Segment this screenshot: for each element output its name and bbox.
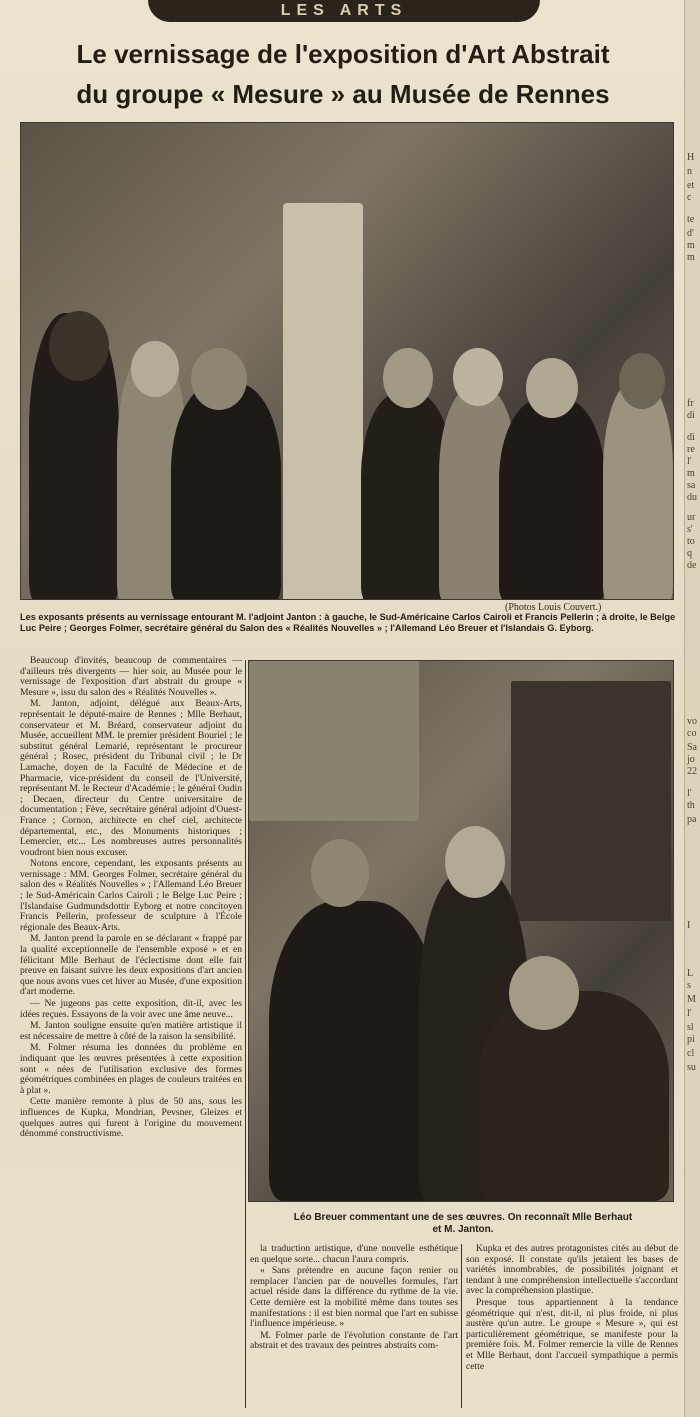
margin-fragment: m xyxy=(687,240,695,251)
margin-fragment: d' xyxy=(687,228,694,239)
article-paragraph: M. Janton, adjoint, délégué aux Beaux-Arts, représentait le député-maire de Rennes ; Mlle Berhaut, conservateur et M. Bréard, conservateur adjoint du Musée, accueillent MM. le premier président Bouriel ; le substitut général Lemarié, représentant le procureur général ; Rosec, président du Tribunal civil ; le Dr Lamache, doyen de la Faculté de Médecine et de Pharmacie, vice-président du conseil de l'Université, représentant M. le Recteur d'Académie ; le général Oudin ; Decaen, directeur du Centre universitaire de documentation ; Fève, secrétaire général adjoint d'Ouest-France ; Cornon, architecte en chef ciel, architecte départemental, etc., des Monuments historiques ; Lemercier, etc... Les nombreuses autres personnalités voudront bien nous excuser. xyxy=(20,698,242,858)
margin-fragment: su xyxy=(687,1062,696,1073)
margin-fragment: 22 xyxy=(687,766,697,777)
article-headline xyxy=(20,34,666,114)
figure-shape xyxy=(171,383,281,600)
group-photo xyxy=(20,122,674,600)
article-column-3 xyxy=(466,1244,678,1373)
head-shape xyxy=(131,341,179,397)
margin-fragment: s' xyxy=(687,524,693,535)
margin-fragment: n xyxy=(687,166,692,177)
margin-fragment: pi xyxy=(687,1034,695,1045)
photo2-caption xyxy=(248,1212,678,1236)
column-rule xyxy=(245,660,246,1408)
head-shape xyxy=(526,358,578,418)
margin-fragment: pa xyxy=(687,814,697,825)
margin-fragment: te xyxy=(687,214,695,225)
section-header-tab: LES ARTS xyxy=(148,0,540,22)
margin-fragment: th xyxy=(687,800,695,811)
margin-fragment: sl xyxy=(687,1022,694,1033)
adjacent-column-strip xyxy=(684,0,700,1417)
margin-fragment: ur xyxy=(687,512,696,523)
figure-shape xyxy=(479,991,669,1201)
photo2-caption-line-2: et M. Janton. xyxy=(432,1224,494,1235)
photo1-caption: Les exposants présents au vernissage entourant M. l'adjoint Janton : à gauche, le Sud-Américaine Carlos Cairoli et Francis Pellerin ; à droite, le Belge Luc Peire ; Georges Folmer, secrétaire général du Salon des « Réalités Nouvelles » ; l'Allemand Léo Breuer et l'Islandais G. Eyborg. xyxy=(20,612,676,633)
margin-fragment: m xyxy=(687,252,695,263)
figure-shape xyxy=(511,681,671,921)
headline-line-1: Le vernissage de l'exposition d'Art Abstrait xyxy=(76,39,610,69)
margin-fragment: M xyxy=(687,994,696,1005)
breuer-photo xyxy=(248,660,674,1202)
head-shape xyxy=(191,348,247,410)
margin-fragment: di xyxy=(687,410,695,421)
article-paragraph: Kupka et des autres protagonistes cités au début de son exposé. Il constate qu'ils jetaient les bases de variétés innombrables, de possibilités joignant et tendant à une compréhension intellectuelle s'accordant avec la compréhension plastique. xyxy=(466,1243,678,1297)
margin-fragment: cl xyxy=(687,1048,695,1059)
head-shape xyxy=(453,348,503,406)
head-shape xyxy=(445,826,505,898)
headline-line-2: du groupe « Mesure » au Musée de Rennes xyxy=(76,79,610,109)
head-shape xyxy=(311,839,369,907)
margin-fragment: H xyxy=(687,152,695,163)
figure-shape xyxy=(249,661,419,821)
margin-fragment: di xyxy=(687,432,695,443)
article-column-1 xyxy=(20,656,242,1141)
margin-fragment: l' xyxy=(687,1008,692,1019)
head-shape xyxy=(383,348,433,408)
margin-fragment: l' xyxy=(687,456,692,467)
margin-fragment: L xyxy=(687,968,694,979)
figure-shape xyxy=(603,383,673,600)
article-paragraph: la traduction artistique, d'une nouvelle esthétique en quelque sorte... chacun l'aura compris. xyxy=(250,1243,458,1265)
figure-shape xyxy=(283,203,363,600)
photo2-caption-line-1: Léo Breuer commentant une de ses œuvres. On reconnaît Mlle Berhaut xyxy=(293,1212,633,1223)
margin-fragment: m xyxy=(687,468,695,479)
article-paragraph: — Ne jugeons pas cette exposition, dit-il, avec les idées reçues. Essayons de la voir avec une âme neuve... xyxy=(20,998,242,1020)
article-paragraph: Notons encore, cependant, les exposants présents au vernissage : MM. Georges Folmer, secrétaire général du salon des « Réalités Nouvelles » ; l'Allemand Léo Breuer ; le Sud-Américain Carlos Cairoli ; le Belge Luc Peire ; l'Islandaise Gudmundsdottir Eyborg et notre concitoyen Francis Pellerin, professeur de sculpture à l'École régionale des Beaux-Arts. xyxy=(20,858,242,933)
margin-fragment: l' xyxy=(687,788,692,799)
figure-shape xyxy=(499,398,605,600)
article-paragraph: M. Janton souligne ensuite qu'en matière artistique il est nécessaire de mettre à côté de la raison la sensibilité. xyxy=(20,1020,242,1042)
margin-fragment: sa xyxy=(687,480,696,491)
article-paragraph: Beaucoup d'invités, beaucoup de commentaires — d'ailleurs très divergents — hier soir, au Musée pour le vernissage de l'exposition d'art abstrait du groupe « Mesure », issu du salon des « Réalités Nouvelles ». xyxy=(20,655,242,698)
article-paragraph: M. Janton prend la parole en se déclarant « frappé par la qualité exceptionnelle de l'ensemble exposé » et en félicitant Mlle Berhaut de l'éclectisme dont elle fait preuve en faisant suivre les deux expositions d'art ancien que nous avons vues cet hiver au Musée, d'une exposition d'art moderne. xyxy=(20,933,242,998)
margin-fragment: to xyxy=(687,536,695,547)
article-paragraph: Cette manière remonte à plus de 50 ans, sous les influences de Kupka, Mondrian, Pevsner, Gleizes et quelques autres qui furent à l'origine du mouvement dénommé constructivisme. xyxy=(20,1096,242,1140)
article-paragraph: M. Folmer parle de l'évolution constante de l'art abstrait et des travaux des peintres abstraits com- xyxy=(250,1329,458,1352)
margin-fragment: s xyxy=(687,980,691,991)
margin-fragment: re xyxy=(687,444,695,455)
head-shape xyxy=(509,956,579,1030)
column-rule xyxy=(461,1244,462,1408)
margin-fragment: jo xyxy=(687,754,695,765)
margin-fragment: q xyxy=(687,548,692,559)
article-paragraph: M. Folmer résuma les données du problème en indiquant que les œuvres présentées à cette exposition sont « nées de l'utilisation exclusive des formes géométriques combinées en plages de couleurs traitées en à plat ». xyxy=(20,1042,242,1096)
margin-fragment: et xyxy=(687,180,695,191)
margin-fragment: vo xyxy=(687,716,697,727)
margin-fragment: I xyxy=(687,920,691,931)
margin-fragment: Sa xyxy=(687,742,697,753)
margin-fragment: fr xyxy=(687,398,694,409)
margin-fragment: co xyxy=(687,728,697,739)
margin-fragment: du xyxy=(687,492,697,503)
article-paragraph: Presque tous appartiennent à la tendance géométrique qui n'est, dit-il, ni plus froide, ni plus austère qu'un autre. Le groupe « Mesure », qui est particulièrement géométrique, se manifeste pour la première fois. M. Folmer remercie la ville de Rennes et Mlle Berhaut, dont l'accueil sympathique a permis cette xyxy=(466,1296,678,1372)
article-paragraph: « Sans prétendre en aucune façon renier ou remplacer l'ancien par de nouvelles formules, l'art actuel réside dans la différence du rythme de la vie. Cette dernière est la mobilité même dans toutes ses manifestations : il est bien normal que l'art en subisse l'influence impérieuse. » xyxy=(250,1265,458,1330)
margin-fragment: c xyxy=(687,192,692,203)
figure-shape xyxy=(269,901,439,1201)
head-shape xyxy=(49,311,109,381)
margin-fragment: de xyxy=(687,560,697,571)
head-shape xyxy=(619,353,665,409)
article-column-2 xyxy=(250,1244,458,1353)
photo-credit: (Photos Louis Couvert.) xyxy=(505,602,602,613)
